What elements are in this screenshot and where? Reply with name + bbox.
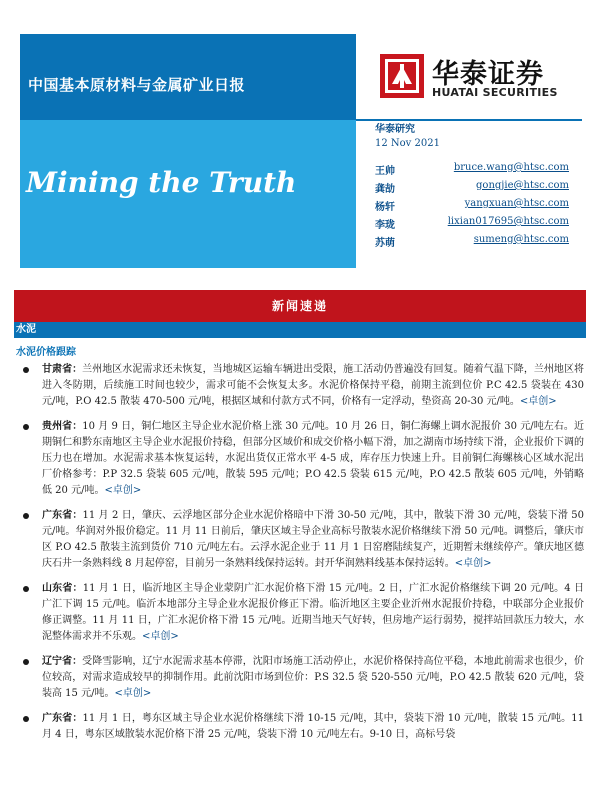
bullet-icon bbox=[23, 367, 29, 373]
province-label: 山东省： bbox=[42, 583, 83, 594]
logo-text-cn: 华泰证券 bbox=[432, 59, 544, 90]
analyst-name: 王帅 bbox=[375, 166, 395, 177]
bullet-icon bbox=[23, 513, 29, 519]
item-text: 11 月 1 日，临沂地区主导企业蒙阴广汇水泥价格下滑 15 元/吨。2 日，广汇水泥价格继续下调 20 元/吨。4 日广汇下调 15 元/吨。临沂本地部分主导企业水泥报价修正下滑。临沂地区主要企业沂州水泥报价持稳，中联部分企业报价修正调整。11 月 11 日，广汇水泥价格下滑 15 元/吨。近期当地天气好转，但房地产运行弱势，搅拌站回款压力较大，水泥整体需求并不乐观。 bbox=[42, 583, 585, 642]
item-text: 兰州地区水泥需求还未恢复，当地城区运输车辆进出受限，施工活动仍普遍没有回复。随着气温下降，兰州地区将进入冬防期，后续施工时间也较少，需求可能不会恢复太多。水泥价格保持平稳，前期主流到位价 P.C 42.5 袋装在 430 元/吨，P.O 42.5 散装 470-500 元/吨，根据区域和付款方式不同，价格有一定浮动，垫资高 20-30 元/吨。 bbox=[42, 364, 585, 407]
item-text: 受降雪影响，辽宁水泥需求基本停滞，沈阳市场施工活动停止，水泥价格保持高位平稳，本地此前需求也很少，价位较高，对需求造成较早的抑制作用。此前沈阳市场到位价：P.S 32.5 袋 520-550 元/吨，P.O 42.5 散装 620 元/吨，袋装高 15 元/吨。 bbox=[42, 656, 585, 699]
source-tag: <卓创> bbox=[142, 631, 179, 642]
list-item bbox=[14, 362, 586, 410]
analyst-row bbox=[375, 180, 569, 198]
logo-text-en: HUATAI SECURITIES bbox=[432, 86, 558, 99]
bullet-icon bbox=[23, 659, 29, 665]
analyst-row bbox=[375, 234, 569, 252]
analyst-name: 龚劼 bbox=[375, 184, 395, 195]
analyst-name: 李珑 bbox=[375, 220, 395, 231]
huatai-logo-icon bbox=[380, 54, 424, 98]
analyst-email-link[interactable]: bruce.wang@htsc.com bbox=[453, 162, 569, 173]
province-label: 甘肃省： bbox=[42, 364, 83, 375]
analyst-list bbox=[375, 162, 569, 252]
province-label: 广东省： bbox=[42, 713, 83, 724]
analyst-name: 苏萌 bbox=[375, 238, 395, 249]
source-tag: <卓创> bbox=[114, 688, 152, 699]
analyst-name: 杨轩 bbox=[375, 202, 395, 213]
analyst-email-link[interactable]: yangxuan@htsc.com bbox=[464, 198, 569, 209]
report-date: 12 Nov 2021 bbox=[375, 138, 440, 149]
research-org: 华泰研究 bbox=[375, 124, 415, 135]
analyst-row bbox=[375, 216, 569, 234]
province-label: 广东省： bbox=[42, 510, 83, 521]
list-item bbox=[14, 581, 586, 645]
province-label: 辽宁省： bbox=[42, 656, 83, 667]
source-tag: <卓创> bbox=[454, 558, 492, 569]
analyst-row bbox=[375, 198, 569, 216]
province-label: 贵州省： bbox=[42, 421, 83, 432]
subsection-heading: 水泥价格跟踪 bbox=[16, 347, 76, 358]
list-item bbox=[14, 711, 586, 743]
huatai-logo bbox=[380, 52, 580, 104]
bullet-icon bbox=[23, 716, 29, 722]
news-list bbox=[14, 362, 586, 752]
hero-title: Mining the Truth bbox=[26, 166, 297, 199]
list-item bbox=[14, 654, 586, 702]
list-item bbox=[14, 508, 586, 572]
section-heading: 水泥 bbox=[14, 322, 586, 338]
list-item bbox=[14, 419, 586, 499]
item-text: 11 月 1 日，粤东区域主导企业水泥价格继续下滑 10-15 元/吨，其中，袋装下滑 10 元/吨，散装 15 元/吨。11 月 4 日，粤东区域散装水泥价格下滑 25 元/吨，袋装下滑 10 元/吨左右。9-10 日，高标号袋 bbox=[42, 713, 584, 740]
analyst-email-link[interactable]: gongjie@htsc.com bbox=[476, 180, 569, 191]
analyst-row bbox=[375, 162, 569, 180]
source-tag: <卓创> bbox=[519, 396, 557, 407]
news-banner: 新闻速递 bbox=[14, 290, 586, 322]
analyst-email-link[interactable]: lixian017695@htsc.com bbox=[447, 216, 569, 227]
report-title: 中国基本原材料与金属矿业日报 bbox=[28, 76, 246, 94]
analyst-email-link[interactable]: sumeng@htsc.com bbox=[473, 234, 569, 245]
bullet-icon bbox=[23, 586, 29, 592]
item-text: 10 月 9 日，铜仁地区主导企业水泥价格上涨 30 元/吨。10 月 26 日，铜仁海螺上调水泥报价 30 元/吨左右。近期铜仁和黔东南地区主导企业水泥报价持稳，但部分区域价和成交价格小幅下滑，加之湖南市场持续下滑，企业报价下调的压力也在增加。水泥需求基本恢复运转，水泥出货仅正常水平 4-5 成，库存压力快速上升。目前铜仁海螺核心区域水泥出厂价格参考：P.P 32.5 袋装 605 元/吨，散装 595 元/吨；P.O 42.5 袋装 615 元/吨，P.O 42.5 散装 605 元/吨，外销略低 20 元/吨。 bbox=[42, 421, 585, 496]
bullet-icon bbox=[23, 424, 29, 430]
item-text: 11 月 2 日，肇庆、云浮地区部分企业水泥价格暗中下滑 30-50 元/吨，其中，散装下滑 30 元/吨，袋装下滑 50 元/吨。华润对外报价稳定。11 月 11 日前后，肇庆区域主导企业高标号散装水泥价格继续下滑 50 元/吨。调整后，肇庆市区 P.O 42.5 散装主流到货价 710 元/吨左右。云浮水泥企业于 11 月 1 日窑磨陆续复产，近期暂未继续停产。肇庆地区德庆石井一条熟料线 8 月起停窑，目前另一条熟料线保持运转。封开华润熟料线基本保持运转。 bbox=[42, 510, 584, 569]
source-tag: <卓创> bbox=[104, 485, 142, 496]
